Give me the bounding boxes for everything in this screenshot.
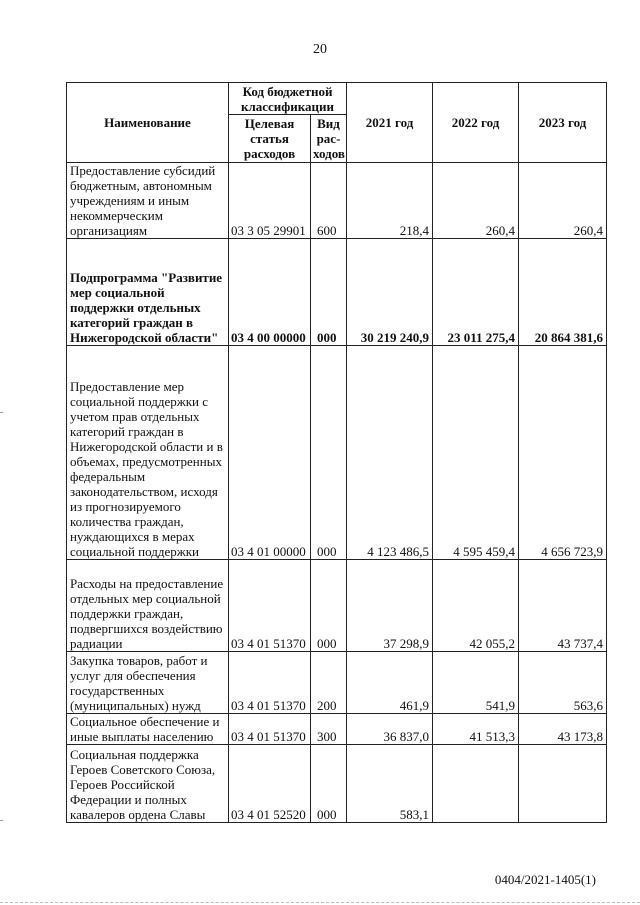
row-name: Предоставление субсидий бюджетным, автономным учреждениям и иным некоммерческим организациям (67, 163, 229, 239)
row-2023 (519, 745, 607, 823)
row-code: 03 4 01 51370 (229, 652, 311, 714)
scan-edge-mark (0, 820, 3, 821)
budget-table (66, 82, 607, 823)
row-2022: 42 055,2 (433, 560, 519, 652)
page-number: 20 (313, 42, 327, 57)
header-year-2021: 2021 год (347, 83, 433, 163)
row-code: 03 4 01 00000 (229, 346, 311, 560)
table-row (67, 560, 607, 652)
row-kind: 000 (311, 560, 347, 652)
header-expense-kind: Вид рас-ходов (311, 115, 347, 163)
table-row (67, 714, 607, 745)
row-2023: 4 656 723,9 (519, 346, 607, 560)
row-kind: 000 (311, 239, 347, 346)
row-2022: 41 513,3 (433, 714, 519, 745)
row-2022: 541,9 (433, 652, 519, 714)
table-row (67, 163, 607, 239)
row-code: 03 4 00 00000 (229, 239, 311, 346)
row-kind: 200 (311, 652, 347, 714)
header-code-group: Код бюджетной классификации (229, 83, 347, 115)
row-code: 03 4 01 51370 (229, 714, 311, 745)
table-row (67, 346, 607, 560)
row-name: Социальная поддержка Героев Советского Союза, Героев Российской Федерации и полных кавалеров ордена Славы (67, 745, 229, 823)
row-2023: 260,4 (519, 163, 607, 239)
header-year-2023: 2023 год (519, 83, 607, 163)
row-name: Подпрограмма "Развитие мер социальной поддержки отдельных категорий граждан в Нижегородской области" (67, 239, 229, 346)
row-name: Социальное обеспечение и иные выплаты населению (67, 714, 229, 745)
row-2021: 4 123 486,5 (347, 346, 433, 560)
row-2022 (433, 745, 519, 823)
row-2023: 43 737,4 (519, 560, 607, 652)
row-code: 03 3 05 29901 (229, 163, 311, 239)
document-number: 0404/2021-1405(1) (494, 872, 596, 887)
header-target-article: Целевая статья расходов (229, 115, 311, 163)
table-row (67, 239, 607, 346)
row-name: Предоставление мер социальной поддержки с учетом прав отдельных категорий граждан в Нижегородской области и в объемах, предусмотренных федеральным законодательством, исходя из прогнозируемого количества граждан, нуждающихся в мерах социальной поддержки (67, 346, 229, 560)
row-code: 03 4 01 52520 (229, 745, 311, 823)
row-kind: 000 (311, 745, 347, 823)
row-2023: 563,6 (519, 652, 607, 714)
header-year-2022: 2022 год (433, 83, 519, 163)
scan-edge-mark (0, 412, 3, 413)
table-row (67, 745, 607, 823)
row-2021: 30 219 240,9 (347, 239, 433, 346)
row-kind: 000 (311, 346, 347, 560)
row-2021: 218,4 (347, 163, 433, 239)
row-kind: 300 (311, 714, 347, 745)
row-name: Закупка товаров, работ и услуг для обеспечения государственных (муниципальных) нужд (67, 652, 229, 714)
row-2023: 20 864 381,6 (519, 239, 607, 346)
row-2022: 260,4 (433, 163, 519, 239)
row-2021: 36 837,0 (347, 714, 433, 745)
row-2022: 4 595 459,4 (433, 346, 519, 560)
row-2021: 461,9 (347, 652, 433, 714)
row-2022: 23 011 275,4 (433, 239, 519, 346)
header-name: Наименование (67, 83, 229, 163)
row-name: Расходы на предоставление отдельных мер социальной поддержки граждан, подвергшихся воздействию радиации (67, 560, 229, 652)
row-2021: 583,1 (347, 745, 433, 823)
row-2023: 43 173,8 (519, 714, 607, 745)
scan-bottom-edge (0, 902, 640, 903)
row-2021: 37 298,9 (347, 560, 433, 652)
row-code: 03 4 01 51370 (229, 560, 311, 652)
row-kind: 600 (311, 163, 347, 239)
table-row (67, 652, 607, 714)
